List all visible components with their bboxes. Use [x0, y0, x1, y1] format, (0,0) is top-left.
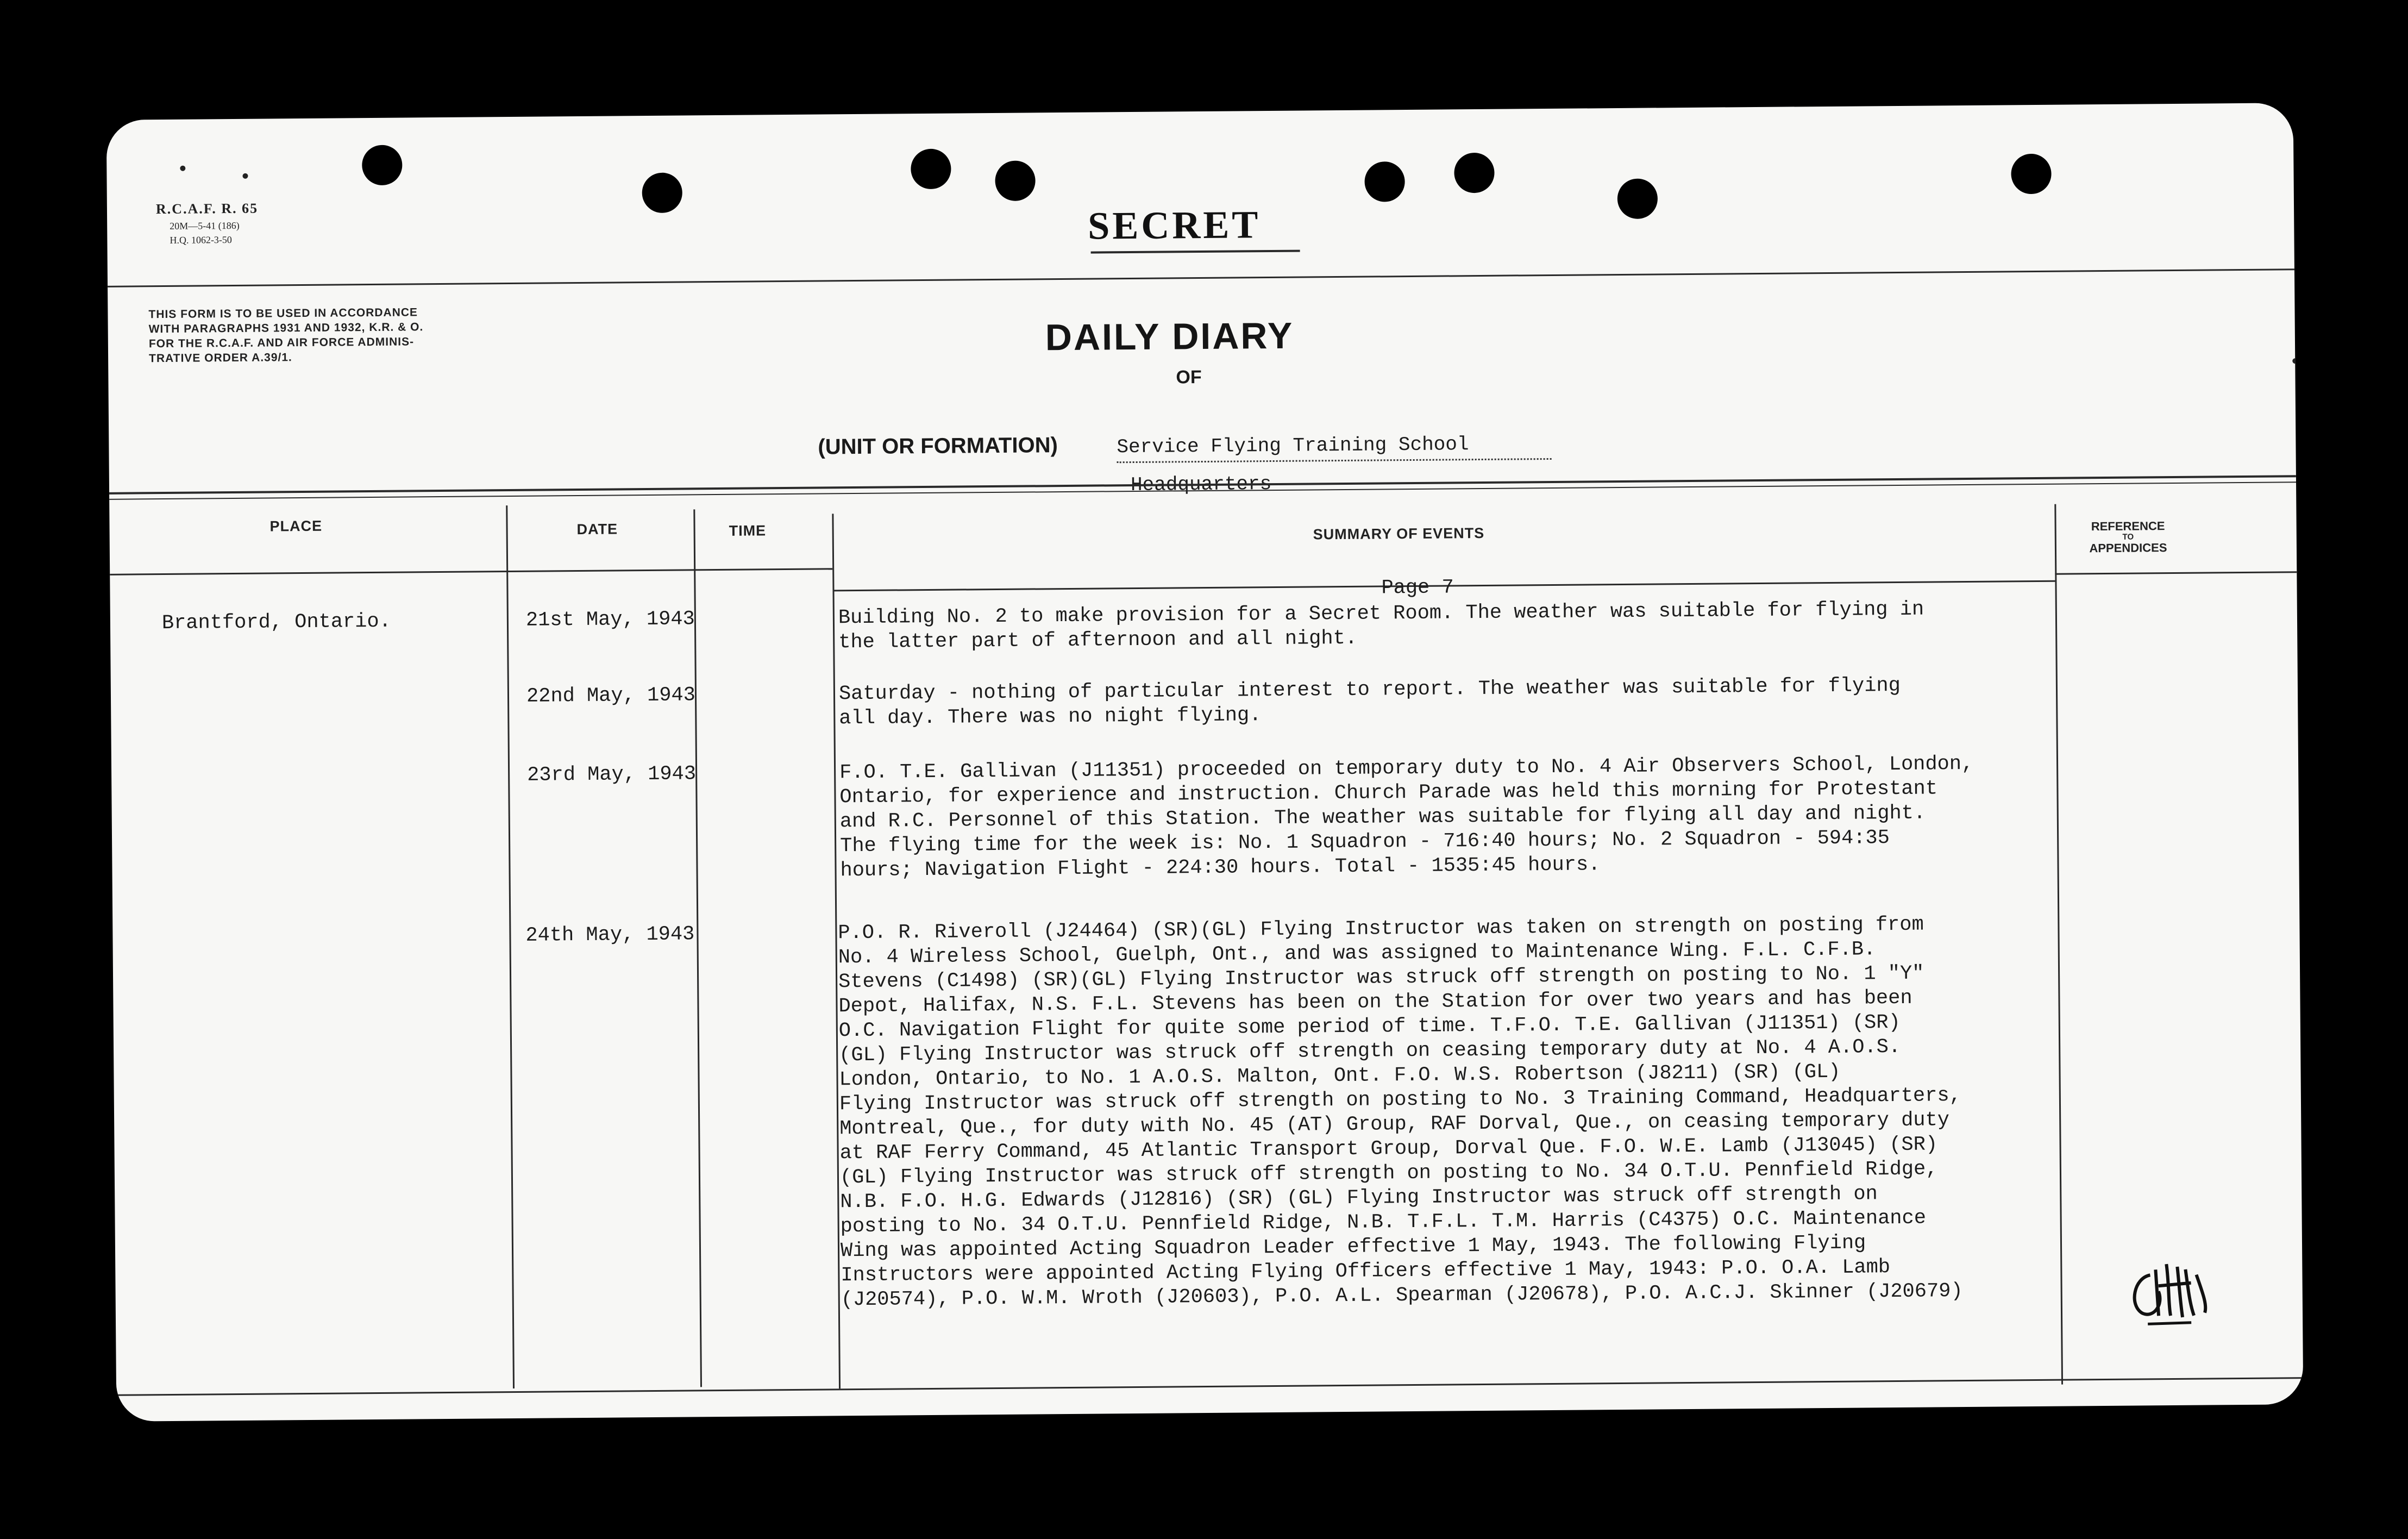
column-header-reference: REFERENCE TO APPENDICES: [2089, 519, 2167, 555]
punch-hole: [1617, 178, 1658, 219]
of-label: OF: [1176, 367, 1202, 388]
entry-summary: Saturday - nothing of particular interest to report. The weather was suitable for flying all day. There was no night flying.: [838, 674, 1901, 730]
unit-dotted-line: [1117, 458, 1552, 463]
specks: [180, 166, 185, 171]
punch-hole: [362, 145, 403, 186]
entry-date: 23rd May, 1943: [526, 762, 697, 787]
form-instructions: THIS FORM IS TO BE USED IN ACCORDANCE WITH PARAGRAPHS 1931 AND 1932, K.R. & O. FOR THE R.C.A.F. AND AIR FORCE ADMINIS- TRATIVE ORDER A.39/1.: [148, 306, 424, 365]
entry-date: 21st May, 1943: [525, 608, 695, 632]
form-title: DAILY DIARY: [1045, 315, 1294, 359]
punch-hole: [995, 160, 1036, 201]
specks: [2292, 358, 2298, 364]
punch-hole: [1454, 153, 1495, 193]
column-header-date: DATE: [576, 521, 618, 538]
entry-date: 24th May, 1943: [525, 923, 695, 947]
hq-code: H.Q. 1062-3-50: [170, 234, 232, 246]
classification-underline: [1091, 250, 1300, 254]
handwritten-initials: [2125, 1253, 2218, 1335]
place-value: Brantford, Ontario.: [161, 610, 391, 635]
entry-date: 22nd May, 1943: [526, 684, 696, 708]
page-label: Page 7: [1381, 576, 1454, 600]
unit-value: Service Flying Training School: [1117, 433, 1469, 459]
column-header-place: PLACE: [269, 517, 323, 535]
classification-stamp: SECRET: [1087, 203, 1261, 248]
unit-label: (UNIT OR FORMATION): [818, 433, 1058, 459]
punch-hole: [642, 173, 682, 214]
punch-hole: [2011, 154, 2052, 195]
column-header-summary: SUMMARY OF EVENTS: [1313, 524, 1485, 543]
table-bottom-rule: [116, 1377, 2303, 1396]
entry-summary: Building No. 2 to make provision for a Secret Room. The weather was suitable for flying in the latter part of afternoon and all night.: [838, 598, 1924, 654]
column-divider-summary-reference: [2054, 504, 2063, 1385]
print-code: 20M—5-41 (186): [170, 220, 240, 232]
entry-summary: F.O. T.E. Gallivan (J11351) proceeded on temporary duty to No. 4 Air Observers School, London, Ontario, for experience and instruction. Church Parade was held this morning for Protestant and R.C. Personnel of this Station. The weather was suitable for flying all day and night. The flying time for the week is: No. 1 Squadron - 716:40 hours; No. 2 Squadron - 594:35 hours; Navigation Flight - 224:30 hours. Total - 1535:45 hours.: [839, 752, 1974, 883]
column-header-time: TIME: [729, 522, 767, 539]
punch-hole: [1364, 161, 1405, 202]
column-head-rule-reference: [2055, 571, 2297, 574]
column-divider-date-time: [693, 509, 702, 1387]
specks: [242, 173, 248, 179]
diary-form-card: [106, 103, 2304, 1422]
column-head-rule: [110, 568, 832, 575]
column-divider-place-date: [506, 505, 515, 1388]
header-rule: [108, 268, 2294, 287]
form-number: R.C.A.F. R. 65: [155, 200, 259, 217]
punch-hole: [911, 149, 951, 190]
entry-summary: P.O. R. Riveroll (J24464) (SR)(GL) Flying Instructor was taken on strength on posting from No. 4 Wireless School, Guelph, Ont., and was assigned to Maintenance Wing. F.L. C.F.B. Stevens (C1498) (SR)(GL) Flying Instructor was struck off strength on posting to No. 1 "Y" Depot, Halifax, N.S. F.L. Stevens has been on the Station for over two years and has been O.C. Navigation Flight for quite some period of time. T.F.O. T.E. Gallivan (J11351) (SR) (GL) Flying Instructor was struck off strength on ceasing temporary duty at No. 4 A.O.S. London, Ontario, to No. 1 A.O.S. Malton, Ont. F.O. W.S. Robertson (J8211) (SR) (GL) Flying Instructor was struck off strength on posting to No. 3 Training Command, Headquarters, Montreal, Que., for duty with No. 45 (AT) Group, RAF Dorval, Que., on ceasing temporary duty at RAF Ferry Command, 45 Atlantic Transport Group, Dorval Que. F.O. W.E. Lamb (J13045) (SR) (GL) Flying Instructor was struck off strength on posting to No. 34 O.T.U. Pennfield Ridge, N.B. F.O. H.G. Edwards (J12816) (SR) (GL) Flying Instructor was struck off strength on posting to No. 34 O.T.U. Pennfield Ridge, N.B. T.F.L. T.M. Harris (C4375) O.C. Maintenance Wing was appointed Acting Squadron Leader effective 1 May, 1943. The following Flying Instructors were appointed Acting Flying Officers effective 1 May, 1943: P.O. O.A. Lamb (J20574), P.O. W.M. Wroth (J20603), P.O. A.L. Spearman (J20678), P.O. A.C.J. Skinner (J20679): [838, 913, 1963, 1312]
